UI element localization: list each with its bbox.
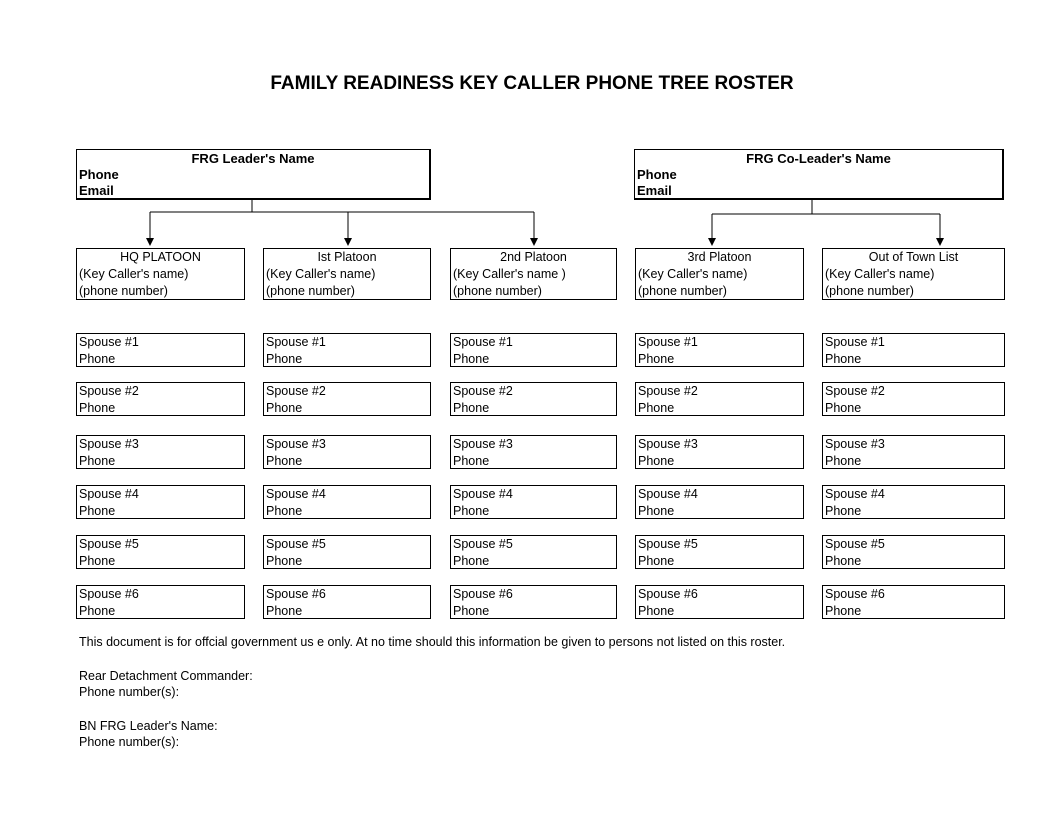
spouse-phone: Phone xyxy=(266,401,303,415)
column-title: Out of Town List xyxy=(868,250,959,264)
spouse-phone: Phone xyxy=(453,504,490,518)
spouse-label: Spouse #5 xyxy=(453,537,513,551)
key-caller-name: (Key Caller's name) xyxy=(79,267,189,281)
spouse-phone: Phone xyxy=(825,352,862,366)
spouse-box xyxy=(822,435,1005,469)
key-caller-phone: (phone number) xyxy=(79,284,168,298)
spouse-phone: Phone xyxy=(453,454,490,468)
spouse-phone: Phone xyxy=(266,352,303,366)
spouse-box xyxy=(263,382,431,416)
spouse-box xyxy=(263,485,431,519)
key-caller-box-2nd-platoon xyxy=(450,248,617,300)
page-title: FAMILY READINESS KEY CALLER PHONE TREE ROSTER xyxy=(270,73,794,94)
frg-co-leader-name: FRG Co-Leader's Name xyxy=(746,151,891,166)
spouse-box xyxy=(263,435,431,469)
spouse-label: Spouse #5 xyxy=(79,537,139,551)
spouse-box xyxy=(76,535,245,569)
spouse-label: Spouse #4 xyxy=(453,487,513,501)
spouse-label: Spouse #5 xyxy=(266,537,326,551)
key-caller-phone: (phone number) xyxy=(266,284,355,298)
rear-detachment-commander-label: Rear Detachment Commander: xyxy=(79,669,253,683)
spouse-box xyxy=(635,382,804,416)
spouse-label: Spouse #4 xyxy=(79,487,139,501)
spouse-phone: Phone xyxy=(79,352,116,366)
key-caller-box-3rd-platoon xyxy=(635,248,804,300)
spouse-box xyxy=(822,485,1005,519)
spouse-label: Spouse #6 xyxy=(453,587,513,601)
spouse-box xyxy=(822,535,1005,569)
spouse-box xyxy=(76,435,245,469)
spouse-box xyxy=(635,485,804,519)
bn-frg-leader-label: BN FRG Leader's Name: xyxy=(79,719,218,733)
spouse-box xyxy=(635,435,804,469)
spouse-phone: Phone xyxy=(825,401,862,415)
spouse-label: Spouse #3 xyxy=(825,437,885,451)
key-caller-phone: (phone number) xyxy=(638,284,727,298)
spouse-phone: Phone xyxy=(79,604,116,618)
rear-detachment-phone-label: Phone number(s): xyxy=(79,685,180,699)
frg-co-leader-phone: Phone xyxy=(637,167,677,182)
spouse-box xyxy=(635,333,804,367)
frg-co-leader-email: Email xyxy=(637,183,672,198)
spouse-phone: Phone xyxy=(79,401,116,415)
spouse-label: Spouse #6 xyxy=(266,587,326,601)
spouse-phone: Phone xyxy=(638,352,675,366)
spouse-label: Spouse #2 xyxy=(266,384,326,398)
spouse-label: Spouse #1 xyxy=(79,335,139,349)
spouse-label: Spouse #5 xyxy=(825,537,885,551)
spouse-label: Spouse #1 xyxy=(825,335,885,349)
spouse-label: Spouse #1 xyxy=(266,335,326,349)
frg-leader-phone: Phone xyxy=(79,167,119,182)
spouse-label: Spouse #1 xyxy=(638,335,698,349)
spouse-label: Spouse #5 xyxy=(638,537,698,551)
spouse-label: Spouse #2 xyxy=(825,384,885,398)
spouse-box xyxy=(635,535,804,569)
spouse-box xyxy=(822,585,1005,619)
frg-leader-box xyxy=(76,149,431,200)
spouse-box xyxy=(450,535,617,569)
spouse-box xyxy=(76,382,245,416)
key-caller-phone: (phone number) xyxy=(825,284,914,298)
spouse-label: Spouse #2 xyxy=(79,384,139,398)
spouse-phone: Phone xyxy=(79,504,116,518)
column-title: 2nd Platoon xyxy=(500,250,567,264)
spouse-box xyxy=(76,585,245,619)
column-title: 3rd Platoon xyxy=(687,250,752,264)
spouse-box xyxy=(635,585,804,619)
spouse-phone: Phone xyxy=(825,554,862,568)
spouse-phone: Phone xyxy=(79,454,116,468)
key-caller-phone: (phone number) xyxy=(453,284,542,298)
spouse-phone: Phone xyxy=(453,604,490,618)
spouse-phone: Phone xyxy=(79,554,116,568)
spouse-phone: Phone xyxy=(825,504,862,518)
spouse-box xyxy=(76,333,245,367)
spouse-label: Spouse #3 xyxy=(79,437,139,451)
spouse-label: Spouse #3 xyxy=(266,437,326,451)
spouse-box xyxy=(450,485,617,519)
frg-leader-name: FRG Leader's Name xyxy=(191,151,315,166)
spouse-phone: Phone xyxy=(638,401,675,415)
spouse-phone: Phone xyxy=(638,504,675,518)
spouse-box xyxy=(263,333,431,367)
frg-co-leader-box xyxy=(634,149,1004,200)
spouse-box xyxy=(450,333,617,367)
spouse-phone: Phone xyxy=(638,554,675,568)
key-caller-name: (Key Caller's name ) xyxy=(453,267,566,281)
spouse-phone: Phone xyxy=(266,554,303,568)
key-caller-box-1st-platoon xyxy=(263,248,431,300)
spouse-phone: Phone xyxy=(453,401,490,415)
spouse-box xyxy=(263,535,431,569)
spouse-label: Spouse #2 xyxy=(638,384,698,398)
spouse-label: Spouse #1 xyxy=(453,335,513,349)
spouse-label: Spouse #6 xyxy=(79,587,139,601)
spouse-box xyxy=(822,382,1005,416)
official-use-notice: This document is for offcial government us e only. At no time should this information be given to persons not listed on this roster. xyxy=(79,635,786,649)
spouse-label: Spouse #2 xyxy=(453,384,513,398)
spouse-box xyxy=(450,382,617,416)
spouse-label: Spouse #4 xyxy=(825,487,885,501)
key-caller-box-out-of-town xyxy=(822,248,1005,300)
key-caller-name: (Key Caller's name) xyxy=(825,267,935,281)
spouse-phone: Phone xyxy=(266,454,303,468)
spouse-phone: Phone xyxy=(266,504,303,518)
spouse-label: Spouse #3 xyxy=(453,437,513,451)
spouse-phone: Phone xyxy=(453,352,490,366)
key-caller-name: (Key Caller's name) xyxy=(638,267,748,281)
spouse-phone: Phone xyxy=(638,454,675,468)
spouse-phone: Phone xyxy=(825,604,862,618)
key-caller-name: (Key Caller's name) xyxy=(266,267,376,281)
spouse-phone: Phone xyxy=(825,454,862,468)
spouse-box xyxy=(822,333,1005,367)
column-title: HQ PLATOON xyxy=(120,250,201,264)
spouse-phone: Phone xyxy=(638,604,675,618)
spouse-label: Spouse #6 xyxy=(638,587,698,601)
spouse-box xyxy=(450,585,617,619)
spouse-label: Spouse #4 xyxy=(638,487,698,501)
spouse-box xyxy=(263,585,431,619)
bn-frg-leader-phone-label: Phone number(s): xyxy=(79,735,180,749)
spouse-box xyxy=(76,485,245,519)
spouse-label: Spouse #6 xyxy=(825,587,885,601)
spouse-phone: Phone xyxy=(453,554,490,568)
key-caller-box-hq-platoon xyxy=(76,248,245,300)
frg-leader-email: Email xyxy=(79,183,114,198)
spouse-label: Spouse #3 xyxy=(638,437,698,451)
column-title: Ist Platoon xyxy=(317,250,377,264)
spouse-phone: Phone xyxy=(266,604,303,618)
spouse-label: Spouse #4 xyxy=(266,487,326,501)
spouse-box xyxy=(450,435,617,469)
